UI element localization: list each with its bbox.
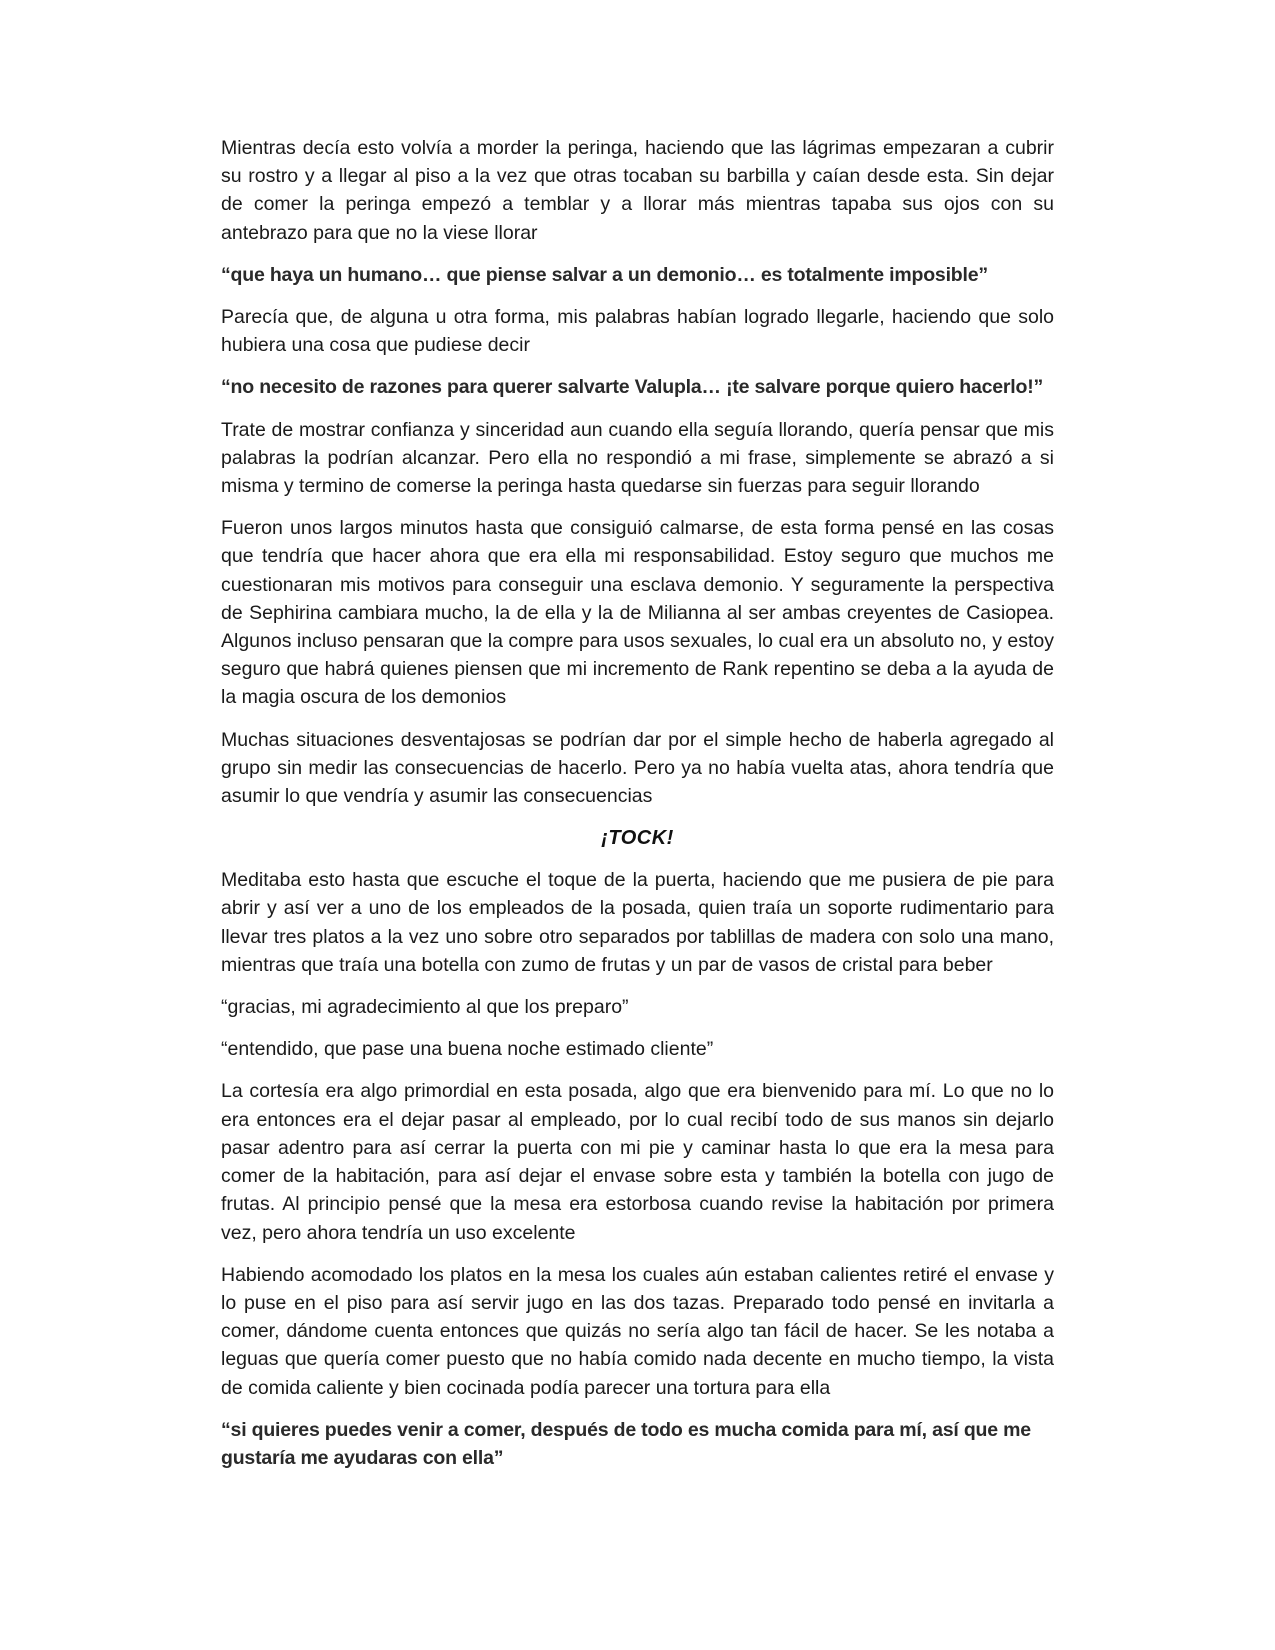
paragraph: Fueron unos largos minutos hasta que consiguió calmarse, de esta forma pensé en las cosas que tendría que hacer ahora que era ella mi responsabilidad. Estoy seguro que muchos me cuestionaran mis motivos para conseguir una esclava demonio. Y seguramente la perspectiva de Sephirina cambiara mucho, la de ella y la de Milianna al ser ambas creyentes de Casiopea. Algunos incluso pensaran que la compre para usos sexuales, lo cual era un absoluto no, y estoy seguro que habrá quienes piensen que mi incremento de Rank repentino se deba a la ayuda de la magia oscura de los demonios xyxy=(221,517,1054,709)
quote-line: “entendido, que pase una buena noche estimado cliente” xyxy=(221,1038,714,1061)
paragraph: Mientras decía esto volvía a morder la peringa, haciendo que las lágrimas empezaran a cubrir su rostro y a llegar al piso a la vez que otras tocaban su barbilla y caían desde esta. Sin dejar de comer la peringa empezó a temblar y a llorar más mientras tapaba sus ojos con su antebrazo para que no la viese llorar xyxy=(221,137,1054,244)
paragraph: Muchas situaciones desventajosas se podrían dar por el simple hecho de haberla agregado al grupo sin medir las consecuencias de hacerlo. Pero ya no había vuelta atas, ahora tendría que asumir lo que vendría y asumir las consecuencias xyxy=(221,728,1054,808)
dialogue-line: “que haya un humano… que piense salvar a un demonio… es totalmente imposible” xyxy=(221,263,988,286)
paragraph: Meditaba esto hasta que escuche el toque de la puerta, haciendo que me pusiera de pie para abrir y así ver a uno de los empleados de la posada, quien traía un soporte rudimentario para llevar tres platos a la vez uno sobre otro separados por tablillas de madera con solo una mano, mientras que traía una botella con zumo de frutas y un par de vasos de cristal para beber xyxy=(221,869,1054,976)
sound-effect-heading: ¡TOCK! xyxy=(601,827,674,850)
document-page xyxy=(221,134,1054,1486)
paragraph: Parecía que, de alguna u otra forma, mis palabras habían logrado llegarle, haciendo que solo hubiera una cosa que pudiese decir xyxy=(221,306,1054,357)
paragraph: Habiendo acomodado los platos en la mesa los cuales aún estaban calientes retiré el envase y lo puse en el piso para así servir jugo en las dos tazas. Preparado todo pensé en invitarla a comer, dándome cuenta entonces que quizás no sería algo tan fácil de hacer. Se les notaba a leguas que quería comer puesto que no había comido nada decente en mucho tiempo, la vista de comida caliente y bien cocinada podía parecer una tortura para ella xyxy=(221,1263,1054,1399)
paragraph: La cortesía era algo primordial en esta posada, algo que era bienvenido para mí. Lo que no lo era entonces era el dejar pasar al empleado, por lo cual recibí todo de sus manos sin dejarlo pasar adentro para así cerrar la puerta con mi pie y caminar hasta lo que era la mesa para comer de la habitación, para así dejar el envase sobre esta y también la botella con jugo de frutas. Al principio pensé que la mesa era estorbosa cuando revise la habitación por primera vez, pero ahora tendría un uso excelente xyxy=(221,1080,1054,1244)
quote-line: “gracias, mi agradecimiento al que los preparo” xyxy=(221,996,629,1019)
dialogue-line: “si quieres puedes venir a comer, después de todo es mucha comida para mí, así que me gustaría me ayudaras con ella” xyxy=(221,1418,1031,1469)
dialogue-line: “no necesito de razones para querer salvarte Valupla… ¡te salvare porque quiero hacerlo!” xyxy=(221,376,1044,399)
paragraph: Trate de mostrar confianza y sinceridad aun cuando ella seguía llorando, quería pensar que mis palabras la podrían alcanzar. Pero ella no respondió a mi frase, simplemente se abrazó a si misma y termino de comerse la peringa hasta quedarse sin fuerzas para seguir llorando xyxy=(221,418,1054,498)
